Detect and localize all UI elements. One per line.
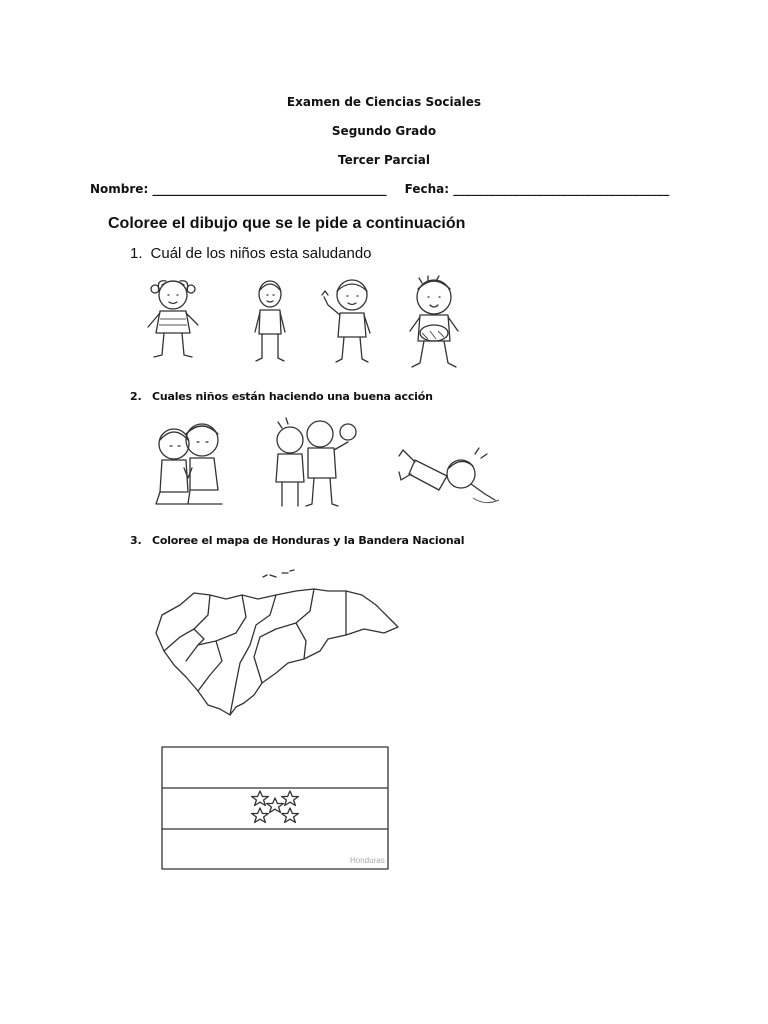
question-text: Coloree el mapa de Honduras y la Bandera Nacional	[152, 534, 465, 547]
honduras-flag-drawing	[160, 745, 392, 873]
question-number: 3.	[130, 534, 142, 547]
question-text: Cuales niños están haciendo una buena acción	[152, 390, 433, 403]
exam-term: Tercer Parcial	[338, 153, 430, 167]
child-fallen-drawing	[395, 440, 500, 512]
name-blank: _______________________________________	[152, 182, 387, 196]
question-1	[130, 245, 372, 262]
flag-stars-icon	[252, 791, 299, 823]
name-label: Nombre:	[90, 182, 149, 196]
question-text: Cuál de los niños esta saludando	[150, 245, 372, 262]
child-waving-drawing	[320, 275, 380, 367]
question-2	[130, 390, 433, 403]
children-praying-drawing	[150, 418, 230, 510]
child-boy-standing-drawing	[250, 278, 290, 366]
flag-caption: Honduras	[350, 856, 385, 865]
question-number: 2.	[130, 390, 142, 403]
exam-grade: Segundo Grado	[331, 124, 437, 138]
question-number: 1.	[130, 245, 143, 262]
date-label: Fecha:	[404, 182, 450, 196]
child-girl-drawing	[138, 275, 208, 365]
honduras-map-drawing	[150, 565, 405, 730]
children-helping-drawing	[268, 414, 368, 514]
instruction-heading: Coloree el dibujo que se le pide a continuación	[108, 215, 466, 232]
child-with-drum-drawing	[398, 275, 468, 375]
exam-title: Examen de Ciencias Sociales	[286, 95, 482, 109]
question-3	[130, 534, 464, 547]
date-blank: ____________________________________	[453, 182, 670, 196]
name-date-line	[90, 182, 690, 196]
